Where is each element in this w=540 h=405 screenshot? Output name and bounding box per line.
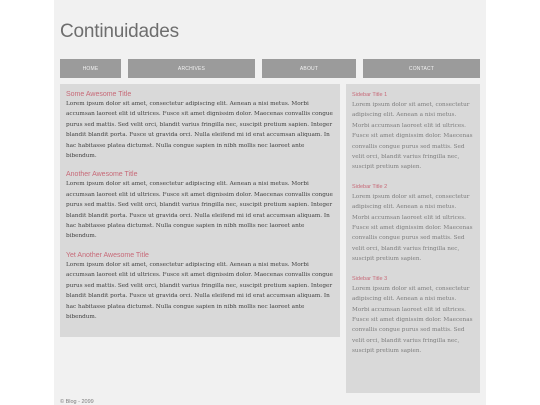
- nav-about-button[interactable]: ABOUT: [262, 59, 356, 78]
- sidebar-widget-title: Sidebar Title 1: [352, 92, 388, 98]
- nav-contact-button[interactable]: CONTACT: [363, 59, 480, 78]
- main-nav: [54, 59, 486, 78]
- post: [66, 252, 334, 322]
- footer-copyright: © Blog - 2099: [60, 399, 94, 405]
- post-title[interactable]: Yet Another Awesome Title: [66, 251, 149, 259]
- sidebar-widget-body: Lorem ipsum dolor sit amet, consectetur adipiscing elit. Aenean a nisi metus. Morbi accumsan laoreet elit id ultrices. Fusce sit amet dignissim dolor. Maecenas convallis congue purus sed mattis. Sed velit orci, blandit varius fringilla nec, suscipit pretium sapien.: [352, 102, 473, 171]
- post: [66, 91, 334, 161]
- sidebar-widget-title: Sidebar Title 3: [352, 275, 388, 282]
- post-body: Lorem ipsum dolor sit amet, consectetur adipiscing elit. Aenean a nisi metus. Morbi accumsan laoreet elit id ultrices. Fusce sit amet dignissim dolor. Maecenas convallis congue purus sed mattis. Sed velit orci, blandit varius fringilla nec, suscipit pretium sapien. Integer blandit blandit porta. Fusce ut gravida orci. Nulla eleifend mi id erat accumsan aliquam. In hac habitasse platea dictumst. Nulla congue sapien in nibh mollis nec laoreet ante bibendum.: [66, 101, 333, 160]
- sidebar-widget: [352, 276, 474, 357]
- sidebar-widget-body: Lorem ipsum dolor sit amet, consectetur adipiscing elit. Aenean a nisi metus. Morbi accumsan laoreet elit id ultrices. Fusce sit amet dignissim dolor. Maecenas convallis congue purus sed mattis. Sed velit orci, blandit varius fringilla nec, suscipit pretium sapien.: [352, 193, 473, 263]
- nav-archives-button[interactable]: ARCHIVES: [128, 59, 255, 78]
- post: [66, 171, 334, 241]
- sidebar: [346, 84, 480, 393]
- sidebar-widget-title: Sidebar Title 2: [352, 183, 388, 190]
- post-title[interactable]: Another Awesome Title: [66, 171, 138, 179]
- post-body: Lorem ipsum dolor sit amet, consectetur adipiscing elit. Aenean a nisi metus. Morbi accumsan laoreet elit id ultrices. Fusce sit amet dignissim dolor. Maecenas convallis congue purus sed mattis. Sed velit orci, blandit varius fringilla nec, suscipit pretium sapien. Integer blandit blandit porta. Fusce ut gravida orci. Nulla eleifend mi id erat accumsan aliquam. In hac habitasse platea dictumst. Nulla congue sapien in nibh mollis nec laoreet ante bibendum.: [66, 261, 333, 320]
- sidebar-widget-body: Lorem ipsum dolor sit amet, consectetur adipiscing elit. Aenean a nisi metus. Morbi accumsan laoreet elit id ultrices. Fusce sit amet dignissim dolor. Maecenas convallis congue purus sed mattis. Sed velit orci, blandit varius fringilla nec, suscipit pretium sapien.: [352, 285, 473, 355]
- post-title[interactable]: Some Awesome Title: [66, 91, 132, 98]
- sidebar-widget: [352, 92, 474, 173]
- post-body: Lorem ipsum dolor sit amet, consectetur adipiscing elit. Aenean a nisi metus. Morbi accumsan laoreet elit id ultrices. Fusce sit amet dignissim dolor. Maecenas convallis congue purus sed mattis. Sed velit orci, blandit varius fringilla nec, suscipit pretium sapien. Integer blandit blandit porta. Fusce ut gravida orci. Nulla eleifend mi id erat accumsan aliquam. In hac habitasse platea dictumst. Nulla congue sapien in nibh mollis nec laoreet ante bibendum.: [66, 181, 333, 240]
- main-content: [60, 84, 340, 337]
- site-title[interactable]: Continuidades: [60, 21, 179, 42]
- page-container: [54, 0, 486, 405]
- sidebar-widget: [352, 184, 474, 265]
- nav-home-button[interactable]: HOME: [60, 59, 121, 78]
